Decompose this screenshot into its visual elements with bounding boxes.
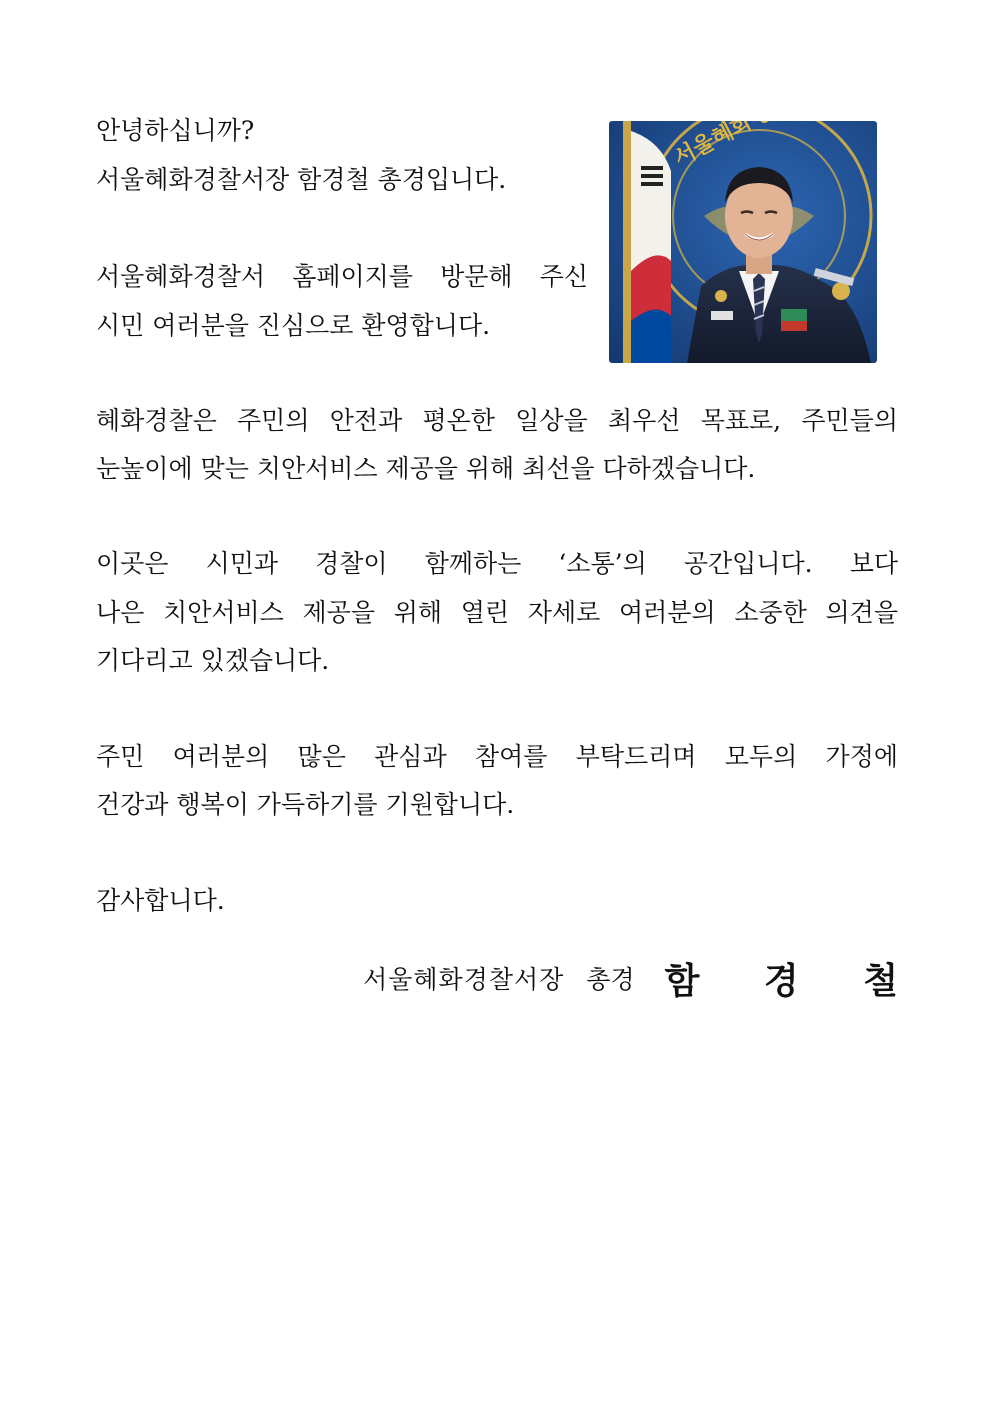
- signature-block: [363, 955, 924, 1002]
- signature-rank: 총경: [586, 965, 635, 994]
- chief-portrait: [609, 121, 877, 363]
- signature-name: 함 경 철: [664, 959, 924, 1002]
- mission-line-2: 눈높이에 맞는 치안서비스 제공을 위해 최선을 다하겠습니다.: [96, 454, 756, 483]
- greeting-line-2: 서울혜화경찰서장 함경철 총경입니다.: [96, 165, 507, 194]
- welcome-line-1: 서울혜화경찰서 홈페이지를 방문해 주신: [96, 262, 588, 291]
- communication-line-2: 나은 치안서비스 제공을 위해 열린 자세로 여러분의 소중한 의견을: [96, 598, 898, 627]
- greeting-line-1: 안녕하십니까?: [96, 116, 255, 145]
- welcome-line-2: 시민 여러분을 진심으로 환영합니다.: [96, 311, 491, 340]
- mission-line-1: 혜화경찰은 주민의 안전과 평온한 일상을 최우선 목표로, 주민들의: [96, 406, 898, 435]
- signature-title: 서울혜화경찰서장: [363, 965, 565, 994]
- thanks-line: 감사합니다.: [96, 886, 225, 915]
- communication-line-1: 이곳은 시민과 경찰이 함께하는 ‘소통’의 공간입니다. 보다: [96, 549, 898, 578]
- closing-line-2: 건강과 행복이 가득하기를 기원합니다.: [96, 790, 515, 819]
- communication-line-3: 기다리고 있겠습니다.: [96, 646, 330, 675]
- closing-line-1: 주민 여러분의 많은 관심과 참여를 부탁드리며 모두의 가정에: [96, 742, 898, 771]
